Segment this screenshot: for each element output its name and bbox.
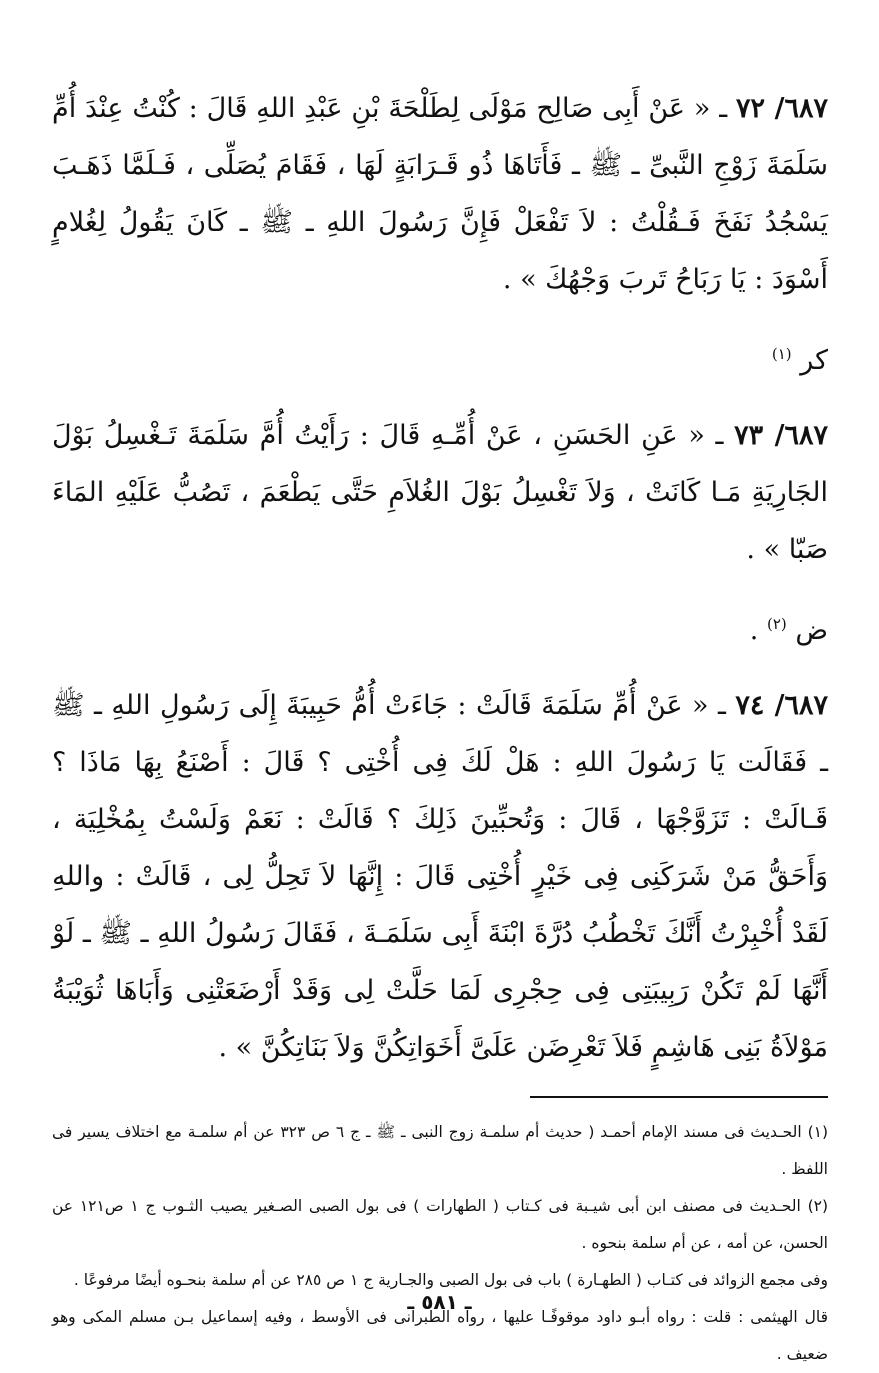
source-code: كر bbox=[800, 345, 828, 376]
footnote-2-continued: وفى مجمع الزوائد فى كتـاب ( الطهـارة ) باب فى بول الصبى والجـارية ج ١ ص ٢٨٥ عن أم سلمة بنحـوه أيضًا مرفوعًا . bbox=[73, 1271, 828, 1289]
footnote-2-haythami: قال الهيثمى : قلت : رواه أبـو داود موقوفًـا عليها ، رواه الطبرانى فى الأوسط ، وفيه إسماعيل بـن مسلم المكى وهو ضعيف . bbox=[52, 1308, 828, 1363]
page-body bbox=[52, 80, 828, 1373]
hadith-text: ـ « عَنْ أُمِّ سَلَمَةَ قَالَتْ : جَاءَتْ أُمُّ حَبِيبَةَ إِلَى رَسُولِ اللهِ ـ ﷺ ـ فَقَالَت يَا رَسُولَ اللهِ : هَلْ لَكَ فِى أُخْتِى ؟ قَالَ : أَصْنَعُ بِهَا مَاذَا ؟ قَـالَتْ : تَزَوَّجْهَا ، قَالَ : وَتُحبِّينَ ذَلِكَ ؟ قَالَتْ : نَعَمْ وَلَسْتُ بِمُخْلِيَة ، وَأَحَقُّ مَنْ شَرَكَنِى فِى خَيْرٍ أُخْتِى قَالَ : إِنَّهَا لاَ تَحِلُّ لِى ، قَالَتْ : واللهِ لَقَدْ أُخْبِرْتُ أَنَّكَ تَخْطُبُ دُرَّةَ ابْنَةَ أَبِى سَلَمَـةَ ، فَقَالَ رَسُولُ اللهِ ـ ﷺ ـ لَوْ أَنَّهَا لَمْ تَكُنْ رَبِيبَتِى فِى حِجْرِى لَمَا حَلَّتْ لِى وَقَدْ أَرْضَعَتْنِى وَأَبَاهَا ثُوَيْبَةُ مَوْلاَةُ بَنِى هَاشِمٍ فَلاَ تَعْرِضَن عَلَىَّ أَخَوَاتِكُنَّ وَلاَ بَنَاتِكُنَّ » . bbox=[52, 690, 828, 1063]
footnote-2: (٢) الحـديث فى مصنف ابن أبى شيـبة فى كـتاب ( الطهارات ) فى بول الصبى الصـغير يصيب الثـوب ج ١ ص١٢١ عن الحسن، عن أمه ، عن أم سلمة بنحوه . bbox=[52, 1197, 829, 1252]
hadith-73 bbox=[52, 407, 828, 578]
hadith-74 bbox=[52, 677, 828, 1076]
source-code: ض bbox=[795, 615, 828, 646]
footnote-divider bbox=[530, 1096, 828, 1098]
hadith-number: ٦٨٧/ ٧٢ bbox=[735, 93, 828, 124]
footnotes bbox=[52, 1114, 828, 1373]
page-number: ـ ٥٨١ ـ bbox=[407, 1290, 472, 1314]
hadith-source bbox=[52, 326, 828, 389]
hadith-72 bbox=[52, 80, 828, 308]
footnote-1: (١) الحـديث فى مسند الإمام أحمـد ( حديث أم سلمـة زوج النبى ـ ﷺ ـ ج ٦ ص ٣٢٣ عن أم سلمـة مع اختلاف يسير فى اللفظ . bbox=[52, 1123, 829, 1178]
hadith-text: ـ « عَنْ أَبِى صَالِح مَوْلَى لِطَلْحَةَ بْنِ عَبْدِ اللهِ قَالَ : كُنْتُ عِنْدَ أُمِّ سَلَمَةَ زَوْجِ النَّبىِّ ـ ﷺ ـ فَأَتَاهَا ذُو قَـرَابَةٍ لَهَا ، فَقَامَ يُصَلِّى ، فَـلَمَّا ذَهَـبَ يَسْجُدُ نَفَخَ فَـقُلْتُ : لاَ تَفْعَلْ فَإِنَّ رَسُولَ اللهِ ـ ﷺ ـ كَانَ يَقُولُ لِغُلامٍ أَسْوَدَ : يَا رَبَاحُ تَربَ وَجْهُكَ » . bbox=[52, 93, 828, 295]
footnote-marker: (١) bbox=[771, 345, 792, 363]
hadith-source: ض $^{(٢)}$ . bbox=[749, 615, 828, 646]
hadith-number: ٦٨٧/ ٧٣ bbox=[734, 420, 828, 451]
footnote-marker: (٢) bbox=[766, 615, 787, 633]
hadith-text: ـ « عَنِ الحَسَنِ ، عَنْ أُمِّـهِ قَالَ : رَأَيْتُ أُمَّ سَلَمَةَ تَـغْسِلُ بَوْلَ الجَارِيَةِ مَـا كَانَتْ ، وَلاَ تَغْسِلُ بَوْلَ الغُلاَمِ حَتَّى يَطْعَمَ ، تَصُبُّ عَلَيْهِ المَاءَ صَبّا » . bbox=[52, 420, 828, 565]
hadith-number: ٦٨٧/ ٧٤ bbox=[735, 690, 828, 721]
